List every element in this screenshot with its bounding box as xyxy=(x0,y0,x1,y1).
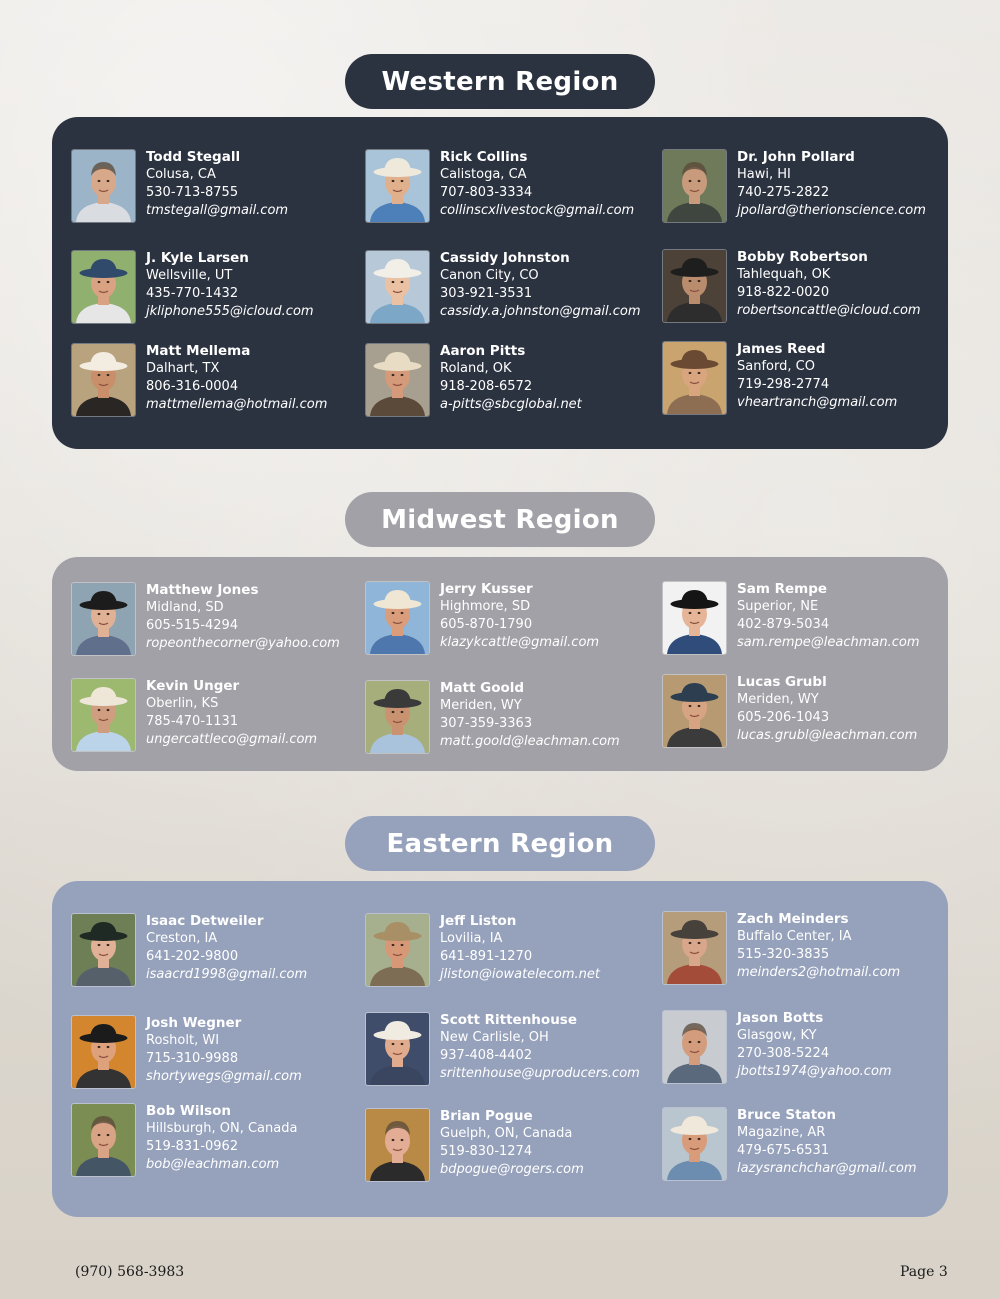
contact-photo xyxy=(663,342,726,414)
contact-photo xyxy=(366,582,429,654)
contact-name: Aaron Pitts xyxy=(440,343,526,359)
contact-name: Josh Wegner xyxy=(146,1015,242,1031)
contact-phone: 605-870-1790 xyxy=(440,617,533,632)
contact-name: Zach Meinders xyxy=(737,911,849,927)
contact-card xyxy=(663,582,920,654)
contact-card xyxy=(366,1013,640,1085)
contact-card xyxy=(366,150,634,222)
contact-location: Roland, OK xyxy=(440,361,512,376)
contact-location: New Carlisle, OH xyxy=(440,1030,549,1045)
contact-email[interactable]: bdpogue@rogers.com xyxy=(440,1162,584,1177)
contact-photo xyxy=(366,681,429,753)
contact-card xyxy=(72,583,340,655)
contact-name: Brian Pogue xyxy=(440,1108,533,1124)
contact-location: Hawi, HI xyxy=(737,167,791,182)
contact-phone: 307-359-3363 xyxy=(440,716,533,731)
contact-email[interactable]: a-pitts@sbcglobal.net xyxy=(440,397,582,412)
contact-phone: 641-891-1270 xyxy=(440,949,533,964)
contact-card xyxy=(663,1011,892,1083)
contact-phone: 719-298-2774 xyxy=(737,377,830,392)
contact-location: Oberlin, KS xyxy=(146,696,219,711)
contact-email[interactable]: ropeonthecorner@yahoo.com xyxy=(146,636,340,651)
contact-photo xyxy=(366,914,429,986)
contact-card xyxy=(72,679,317,751)
contact-card xyxy=(72,344,327,416)
contact-email[interactable]: ungercattleco@gmail.com xyxy=(146,732,318,747)
contact-location: Dalhart, TX xyxy=(146,361,220,376)
contact-photo xyxy=(72,583,135,655)
contact-name: Sam Rempe xyxy=(737,581,828,597)
contact-email[interactable]: tmstegall@gmail.com xyxy=(146,203,289,218)
contact-card xyxy=(72,1016,302,1088)
contact-photo xyxy=(663,582,726,654)
midwest-region-title: Midwest Region xyxy=(345,492,655,547)
contact-email[interactable]: bob@leachman.com xyxy=(146,1157,280,1172)
contact-email[interactable]: isaacrd1998@gmail.com xyxy=(146,967,308,982)
contact-email[interactable]: lucas.grubl@leachman.com xyxy=(737,728,918,743)
contact-email[interactable]: jpollard@therionscience.com xyxy=(737,203,926,218)
contact-name: Bobby Robertson xyxy=(737,249,868,265)
contact-name: Dr. John Pollard xyxy=(737,149,855,165)
contact-email[interactable]: matt.goold@leachman.com xyxy=(440,734,620,749)
contact-location: Tahlequah, OK xyxy=(737,267,831,282)
contact-name: Bruce Staton xyxy=(737,1107,837,1123)
contact-phone: 270-308-5224 xyxy=(737,1046,830,1061)
contact-location: Colusa, CA xyxy=(146,167,216,182)
contact-location: Rosholt, WI xyxy=(146,1033,220,1048)
contact-name: Jerry Kusser xyxy=(440,581,533,597)
contact-photo xyxy=(663,1108,726,1180)
contact-photo xyxy=(663,675,726,747)
contact-location: Meriden, WY xyxy=(737,692,819,707)
contact-location: Magazine, AR xyxy=(737,1125,826,1140)
western-region-title: Western Region xyxy=(345,54,655,109)
contact-card xyxy=(72,251,314,323)
contact-email[interactable]: lazysranchchar@gmail.com xyxy=(737,1161,917,1176)
contact-location: Creston, IA xyxy=(146,931,218,946)
contact-location: Canon City, CO xyxy=(440,268,539,283)
contact-name: Jeff Liston xyxy=(440,913,517,929)
contact-location: Lovilia, IA xyxy=(440,931,503,946)
contact-email[interactable]: vheartranch@gmail.com xyxy=(737,395,898,410)
contact-card xyxy=(663,342,897,414)
contact-email[interactable]: collinscxlivestock@gmail.com xyxy=(440,203,635,218)
contact-name: Matthew Jones xyxy=(146,582,259,598)
contact-name: Kevin Unger xyxy=(146,678,240,694)
contact-phone: 519-830-1274 xyxy=(440,1144,533,1159)
contact-photo xyxy=(366,251,429,323)
contact-card xyxy=(72,1104,297,1176)
contact-name: Bob Wilson xyxy=(146,1103,231,1119)
contact-email[interactable]: cassidy.a.johnston@gmail.com xyxy=(440,304,641,319)
contact-phone: 303-921-3531 xyxy=(440,286,533,301)
contact-card xyxy=(663,675,917,747)
contact-card xyxy=(663,912,900,984)
contact-location: Sanford, CO xyxy=(737,359,815,374)
contact-location: Calistoga, CA xyxy=(440,167,527,182)
contact-name: Rick Collins xyxy=(440,149,528,165)
contact-card xyxy=(663,250,921,322)
contact-card xyxy=(72,150,288,222)
contact-photo xyxy=(72,679,135,751)
contact-phone: 937-408-4402 xyxy=(440,1048,533,1063)
contact-email[interactable]: sam.rempe@leachman.com xyxy=(737,635,920,650)
contact-phone: 785-470-1131 xyxy=(146,714,239,729)
contact-location: Highmore, SD xyxy=(440,599,531,614)
contact-card xyxy=(366,344,582,416)
contact-email[interactable]: klazykcattle@gmail.com xyxy=(440,635,600,650)
contact-phone: 605-515-4294 xyxy=(146,618,239,633)
contact-phone: 515-320-3835 xyxy=(737,947,830,962)
contact-email[interactable]: jkliphone555@icloud.com xyxy=(146,304,314,319)
contact-phone: 918-208-6572 xyxy=(440,379,533,394)
contact-photo xyxy=(72,1016,135,1088)
contact-photo xyxy=(72,914,135,986)
contact-location: Meriden, WY xyxy=(440,698,522,713)
contact-phone: 806-316-0004 xyxy=(146,379,239,394)
contact-name: Scott Rittenhouse xyxy=(440,1012,577,1028)
contact-phone: 918-822-0020 xyxy=(737,285,830,300)
contact-photo xyxy=(366,1109,429,1181)
contact-name: Matt Mellema xyxy=(146,343,251,359)
eastern-region-title: Eastern Region xyxy=(345,816,655,871)
contact-email[interactable]: mattmellema@hotmail.com xyxy=(146,397,328,412)
contact-name: Matt Goold xyxy=(440,680,525,696)
contact-phone: 605-206-1043 xyxy=(737,710,830,725)
contact-photo xyxy=(366,1013,429,1085)
contact-phone: 435-770-1432 xyxy=(146,286,239,301)
contact-phone: 530-713-8755 xyxy=(146,185,239,200)
page-number: Page 3 xyxy=(900,1264,948,1280)
contact-phone: 740-275-2822 xyxy=(737,185,830,200)
contact-photo xyxy=(663,912,726,984)
contact-photo xyxy=(663,150,726,222)
midwest-region-panel xyxy=(52,557,948,771)
contact-email[interactable]: jliston@iowatelecom.net xyxy=(440,967,600,982)
contact-location: Glasgow, KY xyxy=(737,1028,817,1043)
contact-name: J. Kyle Larsen xyxy=(146,250,249,266)
contact-phone: 707-803-3334 xyxy=(440,185,533,200)
contact-card xyxy=(366,914,600,986)
contact-location: Buffalo Center, IA xyxy=(737,929,852,944)
contact-photo xyxy=(72,1104,135,1176)
contact-name: Lucas Grubl xyxy=(737,674,827,690)
western-region-panel xyxy=(52,117,948,449)
contact-name: Jason Botts xyxy=(737,1010,824,1026)
contact-photo xyxy=(366,344,429,416)
contact-card xyxy=(366,681,620,753)
contact-phone: 715-310-9988 xyxy=(146,1051,239,1066)
contact-photo xyxy=(72,251,135,323)
contact-card xyxy=(663,1108,917,1180)
contact-phone: 519-831-0962 xyxy=(146,1139,239,1154)
contact-card xyxy=(366,251,641,323)
contact-card xyxy=(663,150,926,222)
contact-phone: 479-675-6531 xyxy=(737,1143,830,1158)
contact-photo xyxy=(72,150,135,222)
contact-location: Hillsburgh, ON, Canada xyxy=(146,1121,298,1136)
contact-name: James Reed xyxy=(737,341,826,357)
contact-location: Superior, NE xyxy=(737,599,819,614)
contact-location: Wellsville, UT xyxy=(146,268,233,283)
contact-name: Isaac Detweiler xyxy=(146,913,264,929)
contact-card xyxy=(366,582,599,654)
contact-email[interactable]: shortywegs@gmail.com xyxy=(146,1069,302,1084)
contact-location: Midland, SD xyxy=(146,600,224,615)
contact-photo xyxy=(663,1011,726,1083)
contact-email[interactable]: meinders2@hotmail.com xyxy=(737,965,901,980)
contact-photo xyxy=(366,150,429,222)
eastern-region-panel xyxy=(52,881,948,1217)
contact-name: Cassidy Johnston xyxy=(440,250,570,266)
contact-photo xyxy=(72,344,135,416)
contact-card xyxy=(72,914,307,986)
contact-name: Todd Stegall xyxy=(146,149,241,165)
footer-phone: (970) 568-3983 xyxy=(75,1264,185,1280)
contact-phone: 402-879-5034 xyxy=(737,617,830,632)
contact-email[interactable]: jbotts1974@yahoo.com xyxy=(737,1064,892,1079)
contact-phone: 641-202-9800 xyxy=(146,949,239,964)
contact-email[interactable]: srittenhouse@uproducers.com xyxy=(440,1066,640,1081)
contact-card xyxy=(366,1109,584,1181)
contact-email[interactable]: robertsoncattle@icloud.com xyxy=(737,303,921,318)
contact-location: Guelph, ON, Canada xyxy=(440,1126,573,1141)
contact-photo xyxy=(663,250,726,322)
